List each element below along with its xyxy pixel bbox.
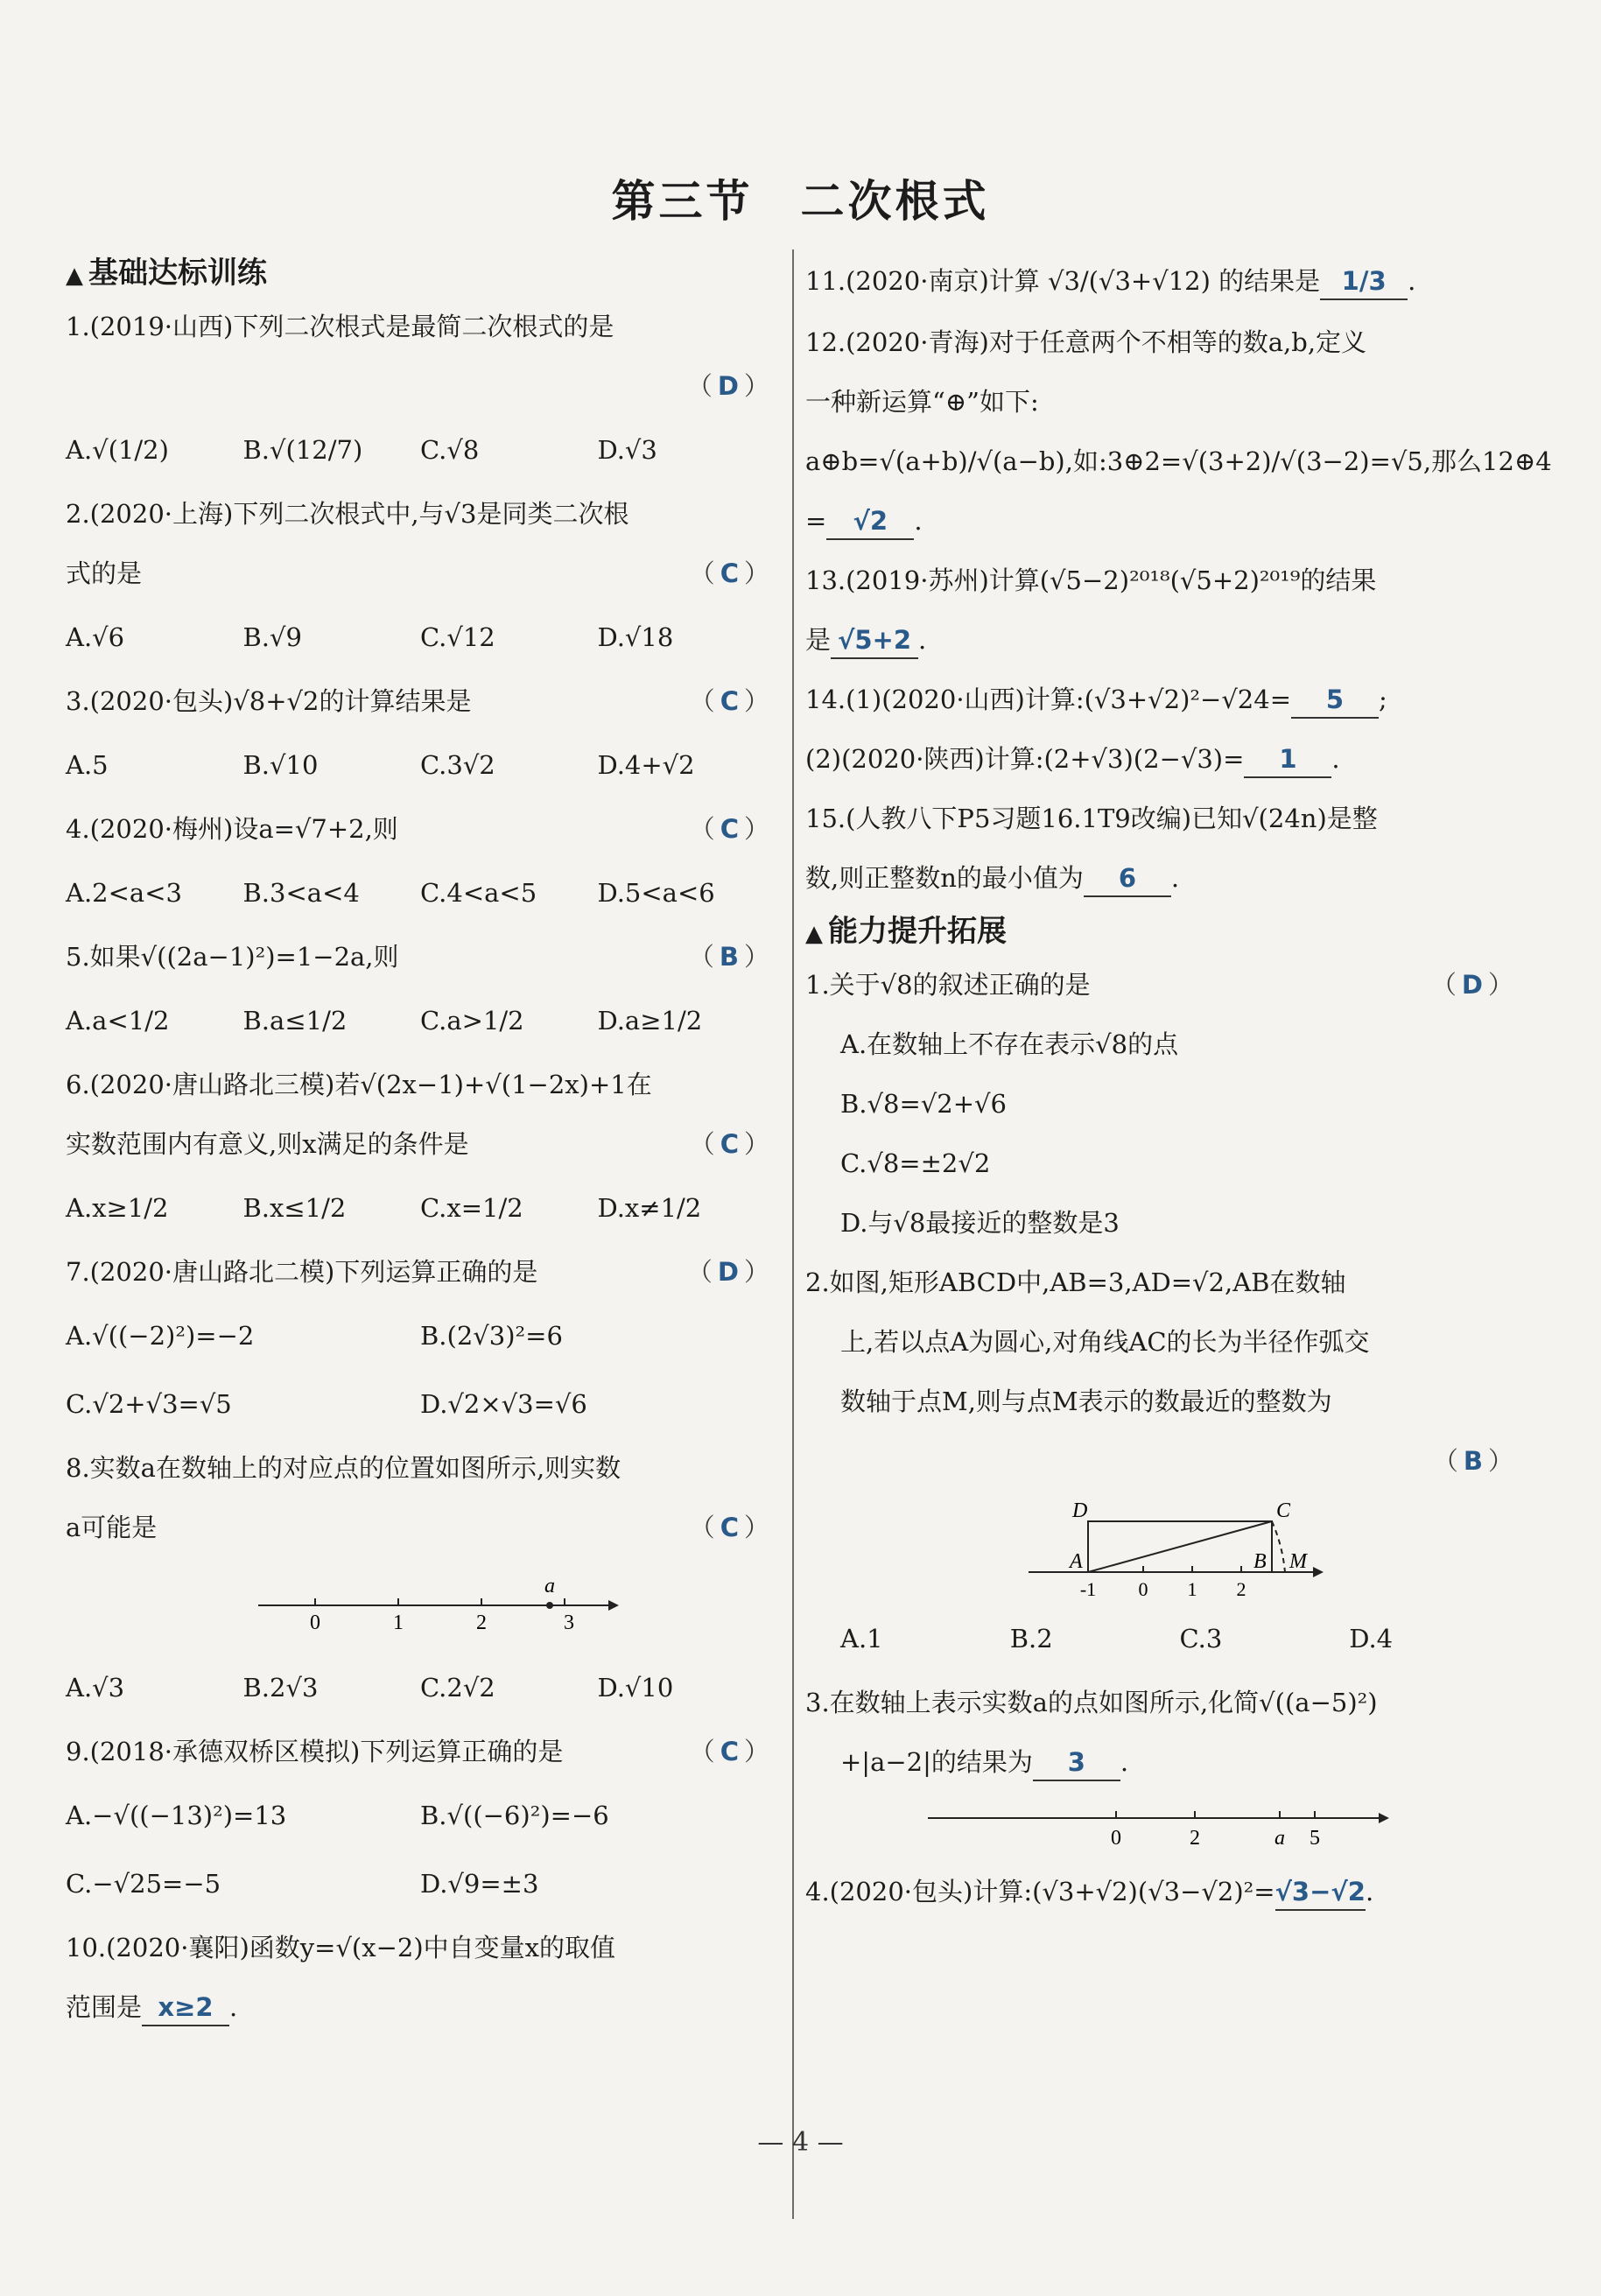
option-d: D.√18 bbox=[597, 622, 674, 652]
answer-bracket: （D） bbox=[1430, 970, 1519, 1000]
option-a: A.√((−2)²)=−2 bbox=[66, 1321, 255, 1351]
question-text: 2.如图,矩形ABCD中,AB=3,AD=√2,AB在数轴 bbox=[805, 1267, 1346, 1297]
column-divider bbox=[792, 249, 794, 2219]
triangle-icon: ▲ bbox=[805, 921, 823, 947]
options bbox=[66, 1174, 775, 1242]
options bbox=[66, 731, 775, 799]
answer-bracket: （C） bbox=[689, 814, 775, 844]
option-b: B.3<a<4 bbox=[242, 878, 360, 908]
question-text: 1.(2019·山西)下列二次根式是最简二次根式的是 bbox=[66, 312, 614, 341]
vertex-label-c: C bbox=[1276, 1499, 1291, 1522]
answer-bracket: （B） bbox=[1432, 1446, 1519, 1476]
option-b: B.2√3 bbox=[242, 1673, 319, 1703]
number-line-figure bbox=[805, 1792, 1519, 1862]
tick-label: 2 bbox=[1236, 1578, 1246, 1600]
question-text: (2)(2020·陕西)计算:(2+√3)(2−√3)= bbox=[805, 744, 1245, 774]
question-6 bbox=[66, 1055, 775, 1242]
left-column bbox=[66, 249, 775, 2037]
option-c: C.4<a<5 bbox=[420, 878, 537, 908]
question-text-cont: 上,若以点A为圆心,对角线AC的长为半径作弧交 bbox=[840, 1327, 1370, 1357]
option-a: A.2<a<3 bbox=[66, 878, 182, 908]
option-d: D.4 bbox=[1349, 1624, 1394, 1654]
tick-label: 0 bbox=[1111, 1827, 1121, 1850]
options bbox=[66, 416, 775, 484]
question-9 bbox=[66, 1722, 775, 1918]
option-a: A.5 bbox=[66, 750, 109, 780]
question-text-cont: 实数范围内有意义,则x满足的条件是 bbox=[66, 1129, 469, 1159]
answer-blank: x≥2 bbox=[142, 1990, 229, 2026]
option-d: D.√3 bbox=[597, 435, 657, 465]
option-d: D.√9=±3 bbox=[420, 1869, 539, 1899]
option-c: C.√8=±2√2 bbox=[840, 1148, 991, 1178]
question-text-cont: 数轴于点M,则与点M表示的数最近的整数为 bbox=[840, 1387, 1332, 1416]
answer-blank: √2 bbox=[826, 503, 914, 540]
question-4 bbox=[66, 799, 775, 927]
answer-blank: √5+2 bbox=[831, 622, 918, 659]
option-d: D.√10 bbox=[597, 1673, 674, 1703]
number-line-figure bbox=[66, 1557, 775, 1654]
question-14: 14.(1)(2020·山西)计算:(√3+√2)²−√24= 5 ; (2)(2020·陕西)计算:(2+√3)(2−√3)= 1 . bbox=[805, 670, 1519, 789]
options bbox=[66, 1654, 775, 1722]
number-line bbox=[805, 1792, 1519, 1862]
answer-blank: √3−√2 bbox=[1275, 1874, 1366, 1911]
question-text: 13.(2019·苏州)计算(√5−2)²⁰¹⁸(√5+2)²⁰¹⁹的结果 bbox=[805, 565, 1377, 595]
question-text: 3.在数轴上表示实数a的点如图所示,化简√((a−5)²) bbox=[805, 1688, 1378, 1717]
option-d: D.5<a<6 bbox=[597, 878, 715, 908]
tick-label: 0 bbox=[1138, 1578, 1148, 1600]
advanced-question-4: 4.(2020·包头)计算:(√3+√2)(√3−√2)²=√3−√2. bbox=[805, 1862, 1519, 1921]
answer-blank: 1 bbox=[1244, 741, 1331, 778]
option-b: B.x≤1/2 bbox=[242, 1193, 347, 1223]
tick-label: 2 bbox=[476, 1611, 487, 1634]
tick-label: 1 bbox=[393, 1611, 404, 1634]
tick-label: 2 bbox=[1190, 1827, 1200, 1850]
answer-bracket: （C） bbox=[689, 1737, 775, 1766]
option-c: C.√2+√3=√5 bbox=[66, 1389, 232, 1419]
question-12: 12.(2020·青海)对于任意两个不相等的数a,b,定义 一种新运算“⊕”如下: a⊕b=√(a+b)/√(a−b),如:3⊕2=√(3+2)/√(3−2)=√5,那么12⊕4 = √2 . bbox=[805, 312, 1519, 551]
question-text-cont: 一种新运算“⊕”如下: bbox=[805, 387, 1039, 417]
question-text-cont: +|a−2|的结果为 bbox=[840, 1747, 1033, 1777]
question-5 bbox=[66, 927, 775, 1055]
answer-bracket: （C） bbox=[689, 686, 775, 716]
options bbox=[66, 603, 775, 671]
option-a: A.√3 bbox=[66, 1673, 125, 1703]
options-row-2 bbox=[66, 1850, 775, 1918]
answer-blank: 1/3 bbox=[1320, 263, 1408, 300]
question-10: 10.(2020·襄阳)函数y=√(x−2)中自变量x的取值 范围是 x≥2 . bbox=[66, 1918, 775, 2037]
rectangle-figure bbox=[805, 1491, 1519, 1604]
answer-bracket: （D） bbox=[686, 371, 775, 401]
page-title: 第三节 二次根式 bbox=[611, 176, 990, 227]
option-d: D.与√8最接近的整数是3 bbox=[840, 1208, 1120, 1238]
question-11: 11.(2020·南京)计算 √3/(√3+√12) 的结果是 1/3 . bbox=[805, 249, 1519, 312]
option-c: C.x=1/2 bbox=[420, 1193, 523, 1223]
question-text: 14.(1)(2020·山西)计算:(√3+√2)²−√24= bbox=[805, 685, 1292, 714]
question-text: 12.(2020·青海)对于任意两个不相等的数a,b,定义 bbox=[805, 327, 1367, 357]
option-a: A.1 bbox=[840, 1624, 883, 1654]
options-row-2 bbox=[66, 1370, 775, 1438]
option-a: A.√(1/2) bbox=[66, 435, 169, 465]
question-text: 9.(2018·承德双桥区模拟)下列运算正确的是 bbox=[66, 1737, 564, 1766]
advanced-question-3: 3.在数轴上表示实数a的点如图所示,化简√((a−5)²) +|a−2|的结果为 3 . 0 2 a 5 bbox=[805, 1673, 1519, 1862]
option-c: C.√12 bbox=[420, 622, 495, 652]
question-text-cont: a可能是 bbox=[66, 1513, 158, 1542]
question-text: 7.(2020·唐山路北二模)下列运算正确的是 bbox=[66, 1257, 538, 1287]
question-8 bbox=[66, 1438, 775, 1722]
option-b: B.√9 bbox=[242, 622, 302, 652]
answer-bracket: （C） bbox=[689, 1129, 775, 1159]
option-b: B.a≤1/2 bbox=[242, 1006, 348, 1036]
tick-label: 3 bbox=[564, 1611, 574, 1634]
right-column bbox=[805, 249, 1552, 1921]
vertex-label-d: D bbox=[1072, 1499, 1088, 1522]
options-row-1 bbox=[66, 1781, 775, 1850]
option-a: A.x≥1/2 bbox=[66, 1193, 169, 1223]
option-b: B.2 bbox=[1009, 1624, 1053, 1654]
question-text: 10.(2020·襄阳)函数y=√(x−2)中自变量x的取值 bbox=[66, 1933, 616, 1962]
tick-label: 1 bbox=[1187, 1578, 1197, 1600]
question-text: 15.(人教八下P5习题16.1T9改编)已知√(24n)是整 bbox=[805, 804, 1378, 833]
answer-bracket: （C） bbox=[689, 558, 775, 588]
answer-blank: 5 bbox=[1291, 682, 1379, 719]
option-a: A.√6 bbox=[66, 622, 125, 652]
section-heading-basic: ▲ 基础达标训练 bbox=[66, 256, 267, 291]
answer-blank: 3 bbox=[1033, 1745, 1120, 1781]
option-d: D.a≥1/2 bbox=[597, 1006, 703, 1036]
question-2 bbox=[66, 484, 775, 671]
question-13: 13.(2019·苏州)计算(√5−2)²⁰¹⁸(√5+2)²⁰¹⁹的结果 是 √5+2 . bbox=[805, 551, 1519, 670]
question-text: 11.(2020·南京)计算 √3/(√3+√12) 的结果是 bbox=[805, 266, 1321, 296]
option-b: B.(2√3)²=6 bbox=[420, 1321, 563, 1351]
question-formula: a⊕b=√(a+b)/√(a−b),如:3⊕2=√(3+2)/√(3−2)=√5,那么12⊕4 bbox=[805, 446, 1552, 476]
point-label-m: M bbox=[1289, 1550, 1307, 1573]
tick-label: 0 bbox=[310, 1611, 320, 1634]
option-c: C.3 bbox=[1179, 1624, 1223, 1654]
option-a: A.在数轴上不存在表示√8的点 bbox=[840, 1029, 1179, 1059]
question-text: 2.(2020·上海)下列二次根式中,与√3是同类二次根 bbox=[66, 499, 629, 529]
options-row-1 bbox=[66, 1302, 775, 1370]
option-a: A.a<1/2 bbox=[66, 1006, 170, 1036]
option-b: B.√10 bbox=[242, 750, 319, 780]
option-c: C.a>1/2 bbox=[420, 1006, 524, 1036]
question-text: 3.(2020·包头)√8+√2的计算结果是 bbox=[66, 686, 472, 716]
rectangle-diagram bbox=[805, 1491, 1519, 1604]
option-b: B.√(12/7) bbox=[242, 435, 363, 465]
option-d: D.4+√2 bbox=[597, 750, 695, 780]
option-c: C.2√2 bbox=[420, 1673, 495, 1703]
question-text: 6.(2020·唐山路北三模)若√(2x−1)+√(1−2x)+1在 bbox=[66, 1070, 652, 1099]
answer-bracket: （D） bbox=[686, 1257, 775, 1287]
advanced-question-1 bbox=[805, 955, 1519, 1253]
question-text: 4.(2020·梅州)设a=√7+2,则 bbox=[66, 814, 398, 844]
answer-bracket: （C） bbox=[689, 1513, 775, 1542]
question-1 bbox=[66, 297, 775, 484]
options bbox=[66, 859, 775, 927]
section-heading-advanced: ▲ 能力提升拓展 bbox=[805, 914, 1007, 949]
answer-blank: 6 bbox=[1084, 860, 1171, 897]
options bbox=[66, 987, 775, 1055]
options bbox=[805, 1604, 1519, 1673]
tick-label: 5 bbox=[1310, 1827, 1320, 1850]
question-text: 8.实数a在数轴上的对应点的位置如图所示,则实数 bbox=[66, 1453, 621, 1483]
option-b: B.√8=√2+√6 bbox=[840, 1089, 1007, 1119]
vertex-label-a: A bbox=[1070, 1550, 1083, 1573]
question-text: 1.关于√8的叙述正确的是 bbox=[805, 970, 1091, 1000]
number-line bbox=[66, 1557, 775, 1654]
option-a: A.−√((−13)²)=13 bbox=[66, 1801, 287, 1830]
option-d: D.x≠1/2 bbox=[597, 1193, 702, 1223]
option-c: C.3√2 bbox=[420, 750, 495, 780]
question-7 bbox=[66, 1242, 775, 1438]
vertex-label-b: B bbox=[1253, 1550, 1267, 1573]
question-text-cont: 数,则正整数n的最小值为 bbox=[805, 863, 1084, 893]
option-b: B.√((−6)²)=−6 bbox=[420, 1801, 609, 1830]
advanced-question-2 bbox=[805, 1253, 1519, 1673]
point-label: a bbox=[544, 1575, 555, 1597]
question-15: 15.(人教八下P5习题16.1T9改编)已知√(24n)是整 数,则正整数n的最小值为 6 . bbox=[805, 789, 1519, 908]
question-text-cont: 范围是 bbox=[66, 1992, 143, 2022]
question-text: 5.如果√((2a−1)²)=1−2a,则 bbox=[66, 942, 399, 972]
tick-label: -1 bbox=[1079, 1578, 1097, 1600]
answer-bracket: （B） bbox=[688, 942, 775, 972]
point-label: a bbox=[1274, 1827, 1285, 1850]
question-text-cont: 式的是 bbox=[66, 558, 143, 588]
option-c: C.√8 bbox=[420, 435, 480, 465]
question-text: 4.(2020·包头)计算:(√3+√2)(√3−√2)²= bbox=[805, 1877, 1275, 1906]
question-3 bbox=[66, 671, 775, 799]
option-c: C.−√25=−5 bbox=[66, 1869, 221, 1899]
page-number: — 4 — bbox=[757, 2127, 844, 2158]
option-d: D.√2×√3=√6 bbox=[420, 1389, 587, 1419]
triangle-icon: ▲ bbox=[66, 263, 83, 289]
